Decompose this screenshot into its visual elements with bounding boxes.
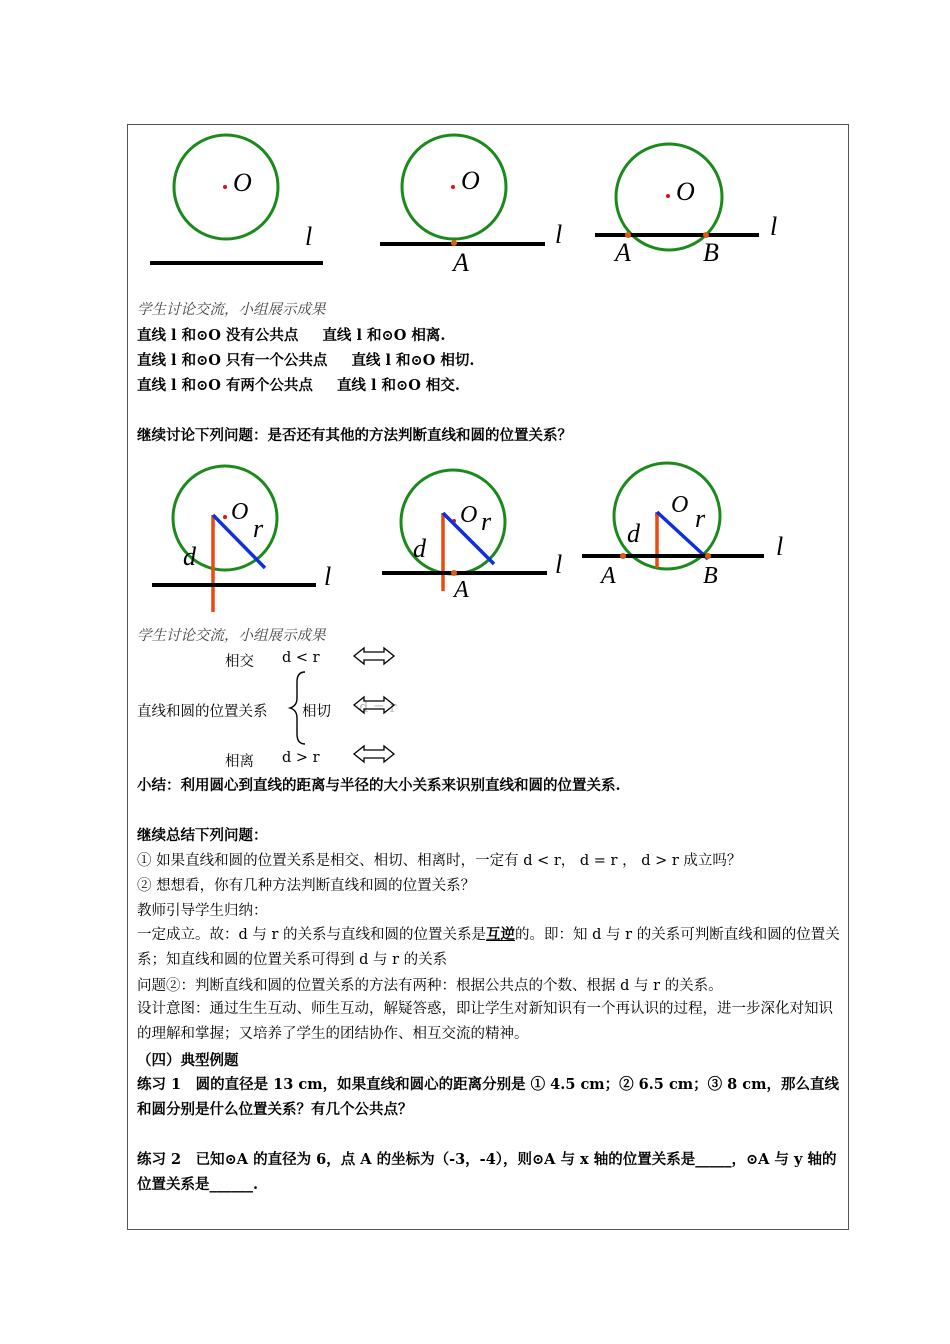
case-condition: d < r bbox=[282, 650, 320, 666]
label-point-a: A bbox=[454, 577, 469, 603]
label-line: l bbox=[555, 220, 563, 249]
relation-label: 直线和圆的位置关系 bbox=[137, 704, 268, 720]
discussion-question: 继续讨论下列问题：是否还有其他的方法判断直线和圆的位置关系？ bbox=[137, 427, 572, 444]
label-line: l bbox=[324, 562, 332, 591]
double-arrow-icon bbox=[354, 746, 394, 762]
left-brace bbox=[290, 672, 305, 744]
label-radius: r bbox=[481, 507, 492, 536]
label-radius: r bbox=[253, 514, 264, 543]
label-center: O bbox=[461, 166, 480, 195]
design-intent: 设计意图：通过生生互动、师生互动，解疑答惑，即让学生对新知识有一个再认识的过程，进一步深化对知识的理解和掌握；又培养了学生的团结协作、相互交流的精神。 bbox=[137, 1001, 833, 1042]
label-line: l bbox=[555, 550, 563, 579]
relation-row: 直线 l 和⊙O 没有公共点 直线 l 和⊙O 相离. bbox=[137, 327, 446, 344]
intersect-point-b bbox=[705, 553, 711, 559]
label-center: O bbox=[460, 502, 478, 528]
caption: 学生讨论交流，小组展示成果 bbox=[137, 302, 326, 318]
case-name: 相交 bbox=[225, 654, 254, 670]
center-dot bbox=[223, 515, 227, 519]
double-arrow-icon bbox=[354, 648, 394, 664]
answer-paragraph: 一定成立。故：d 与 r 的关系与直线和圆的位置关系是互逆的。即：知 d 与 r 的关系可判断直线和圆的位置关系；知直线和圆的位置关系可得到 d 与 r 的关系 bbox=[137, 926, 840, 968]
label-distance: d bbox=[183, 542, 196, 571]
label-radius: r bbox=[695, 504, 706, 533]
relation-row: 直线 l 和⊙O 有两个公共点 直线 l 和⊙O 相交. bbox=[137, 377, 460, 394]
question-2-answer: 问题②：判断直线和圆的位置关系的方法有两种：根据公共点的个数、根据 d 与 r 的关系。 bbox=[137, 978, 723, 994]
label-center: O bbox=[676, 177, 695, 206]
question-2: ② 想想看，你有几种方法判断直线和圆的位置关系？ bbox=[137, 878, 476, 894]
section-title: 继续总结下列问题： bbox=[137, 827, 268, 844]
center-dot bbox=[666, 194, 670, 198]
case-condition: d > r bbox=[282, 750, 320, 766]
label-center: O bbox=[231, 499, 249, 525]
label-point-a: A bbox=[453, 248, 469, 277]
label-line: l bbox=[776, 532, 784, 561]
center-dot bbox=[451, 185, 455, 189]
label-center: O bbox=[233, 168, 252, 197]
label-line: l bbox=[305, 222, 313, 251]
case-name: 相离 bbox=[225, 754, 254, 770]
intersect-point-a bbox=[620, 553, 626, 559]
label-distance: d bbox=[413, 534, 426, 563]
tangent-point bbox=[451, 240, 457, 246]
center-dot bbox=[223, 185, 227, 189]
label-distance: d bbox=[627, 519, 640, 548]
exercise-1: 练习 1 圆的直径是 13 cm，如果直线和圆心的距离分别是 ① 4.5 cm；② 6.5 cm；③ 8 cm，那么直线和圆分别是什么位置关系？有几个公共点？ bbox=[137, 1076, 839, 1118]
label-point-a: A bbox=[615, 238, 631, 267]
label-point-b: B bbox=[703, 238, 719, 267]
relation-row: 直线 l 和⊙O 只有一个公共点 直线 l 和⊙O 相切. bbox=[137, 352, 475, 369]
exercise-2: 练习 2 已知⊙A 的直径为 6，点 A 的坐标为（-3，-4），则⊙A 与 x 轴的位置关系是_____，⊙A 与 y 轴的位置关系是______. bbox=[137, 1151, 837, 1193]
caption: 学生讨论交流，小组展示成果 bbox=[137, 628, 326, 644]
figure-distance-radius bbox=[127, 455, 849, 615]
section-title: （四）典型例题 bbox=[137, 1052, 239, 1069]
case-name: 相切 bbox=[302, 704, 331, 720]
label-center: O bbox=[671, 492, 689, 518]
label-point-b: B bbox=[703, 563, 718, 589]
tangent-point bbox=[451, 570, 457, 576]
label-line: l bbox=[770, 212, 778, 241]
question-1: ① 如果直线和圆的位置关系是相交、相切、相离时，一定有 d < r， d = r ， d > r 成立吗？ bbox=[137, 853, 742, 869]
summary: 小结：利用圆心到直线的距离与半径的大小关系来识别直线和圆的位置关系. bbox=[137, 777, 621, 794]
figure-positional-relations bbox=[127, 125, 849, 285]
double-arrow-icon bbox=[354, 697, 394, 713]
label-point-a: A bbox=[601, 563, 616, 589]
teacher-guide: 教师引导学生归纳： bbox=[137, 903, 268, 919]
case-condition: d = r bbox=[359, 700, 397, 716]
brace-and-arrows bbox=[284, 640, 404, 770]
